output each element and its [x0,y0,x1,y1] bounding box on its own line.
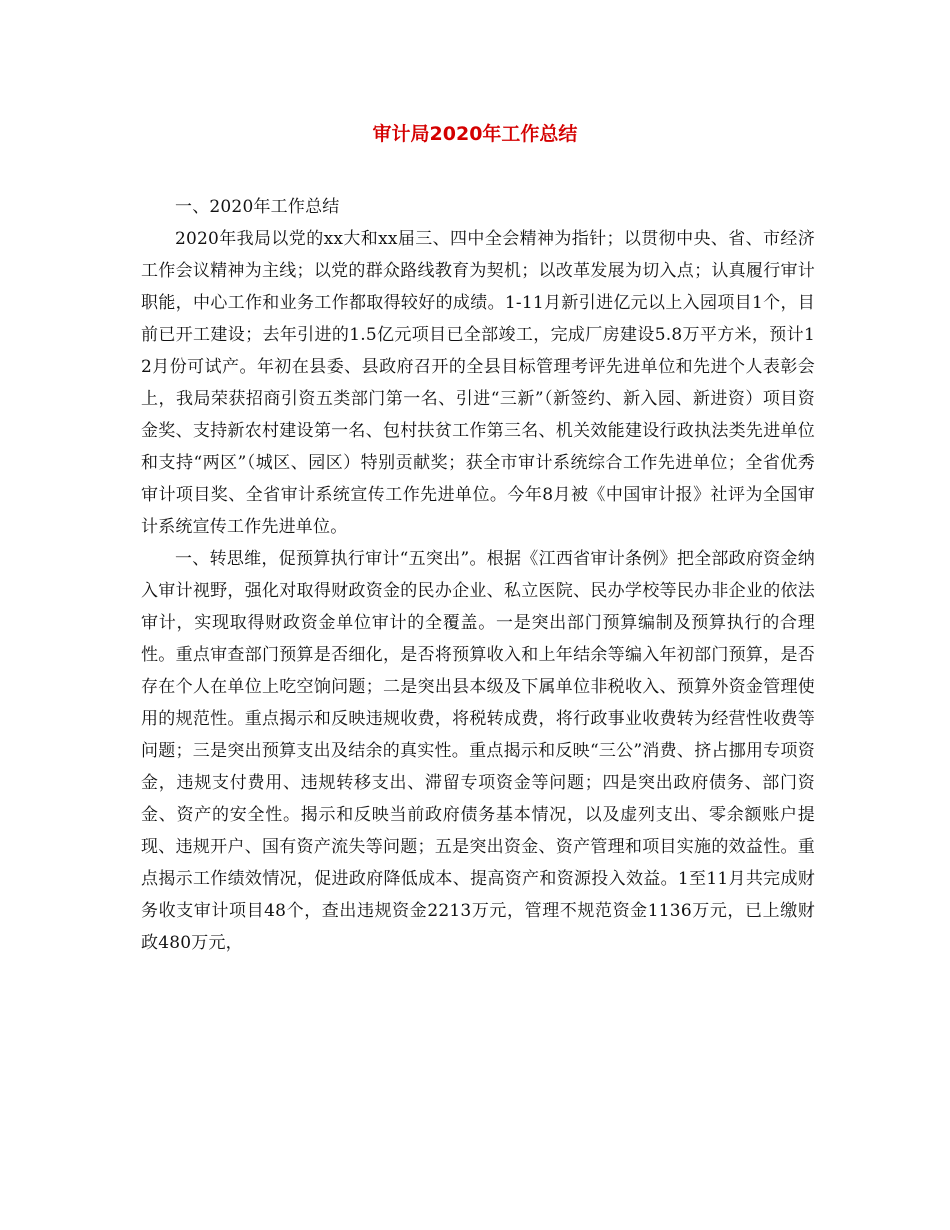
paragraph: 2020年我局以党的xx大和xx届三、四中全会精神为指针；以贯彻中央、省、市经济工作会议精神为主线；以党的群众路线教育为契机；以改革发展为切入点；认真履行审计职能，中心工作和业务工作都取得较好的成绩。1-11月新引进亿元以上入园项目1个，目前已开工建设；去年引进的1.5亿元项目已全部竣工，完成厂房建设5.8万平方米，预计12月份可试产。年初在县委、县政府召开的全县目标管理考评先进单位和先进个人表彰会上，我局荣获招商引资五类部门第一名、引进“三新”（新签约、新入园、新进资）项目资金奖、支持新农村建设第一名、包村扶贫工作第三名、机关效能建设行政执法类先进单位和支持“两区”（城区、园区）特别贡献奖；获全市审计系统综合工作先进单位；全省优秀审计项目奖、全省审计系统宣传工作先进单位。今年8月被《中国审计报》社评为全国审计系统宣传工作先进单位。 [141,229,815,537]
document-title: 审计局2020年工作总结 [372,123,578,145]
section-heading: 一、2020年工作总结 [175,197,340,217]
document-body [141,191,815,959]
paragraph: 一、转思维，促预算执行审计“五突出”。根据《江西省审计条例》把全部政府资金纳入审计视野，强化对取得财政资金的民办企业、私立医院、民办学校等民办非企业的依法审计，实现取得财政资金单位审计的全覆盖。一是突出部门预算编制及预算执行的合理性。重点审查部门预算是否细化，是否将预算收入和上年结余等编入年初部门预算，是否存在个人在单位上吃空饷问题；二是突出县本级及下属单位非税收入、预算外资金管理使用的规范性。重点揭示和反映违规收费，将税转成费，将行政事业收费转为经营性收费等问题；三是突出预算支出及结余的真实性。重点揭示和反映“三公”消费、挤占挪用专项资金，违规支付费用、违规转移支出、滞留专项资金等问题；四是突出政府债务、部门资金、资产的安全性。揭示和反映当前政府债务基本情况，以及虚列支出、零余额账户提现、违规开户、国有资产流失等问题；五是突出资金、资产管理和项目实施的效益性。重点揭示工作绩效情况，促进政府降低成本、提高资产和资源投入效益。1至11月共完成财务收支审计项目48个，查出违规资金2213万元，管理不规范资金1136万元，已上缴财政480万元， [141,549,815,953]
